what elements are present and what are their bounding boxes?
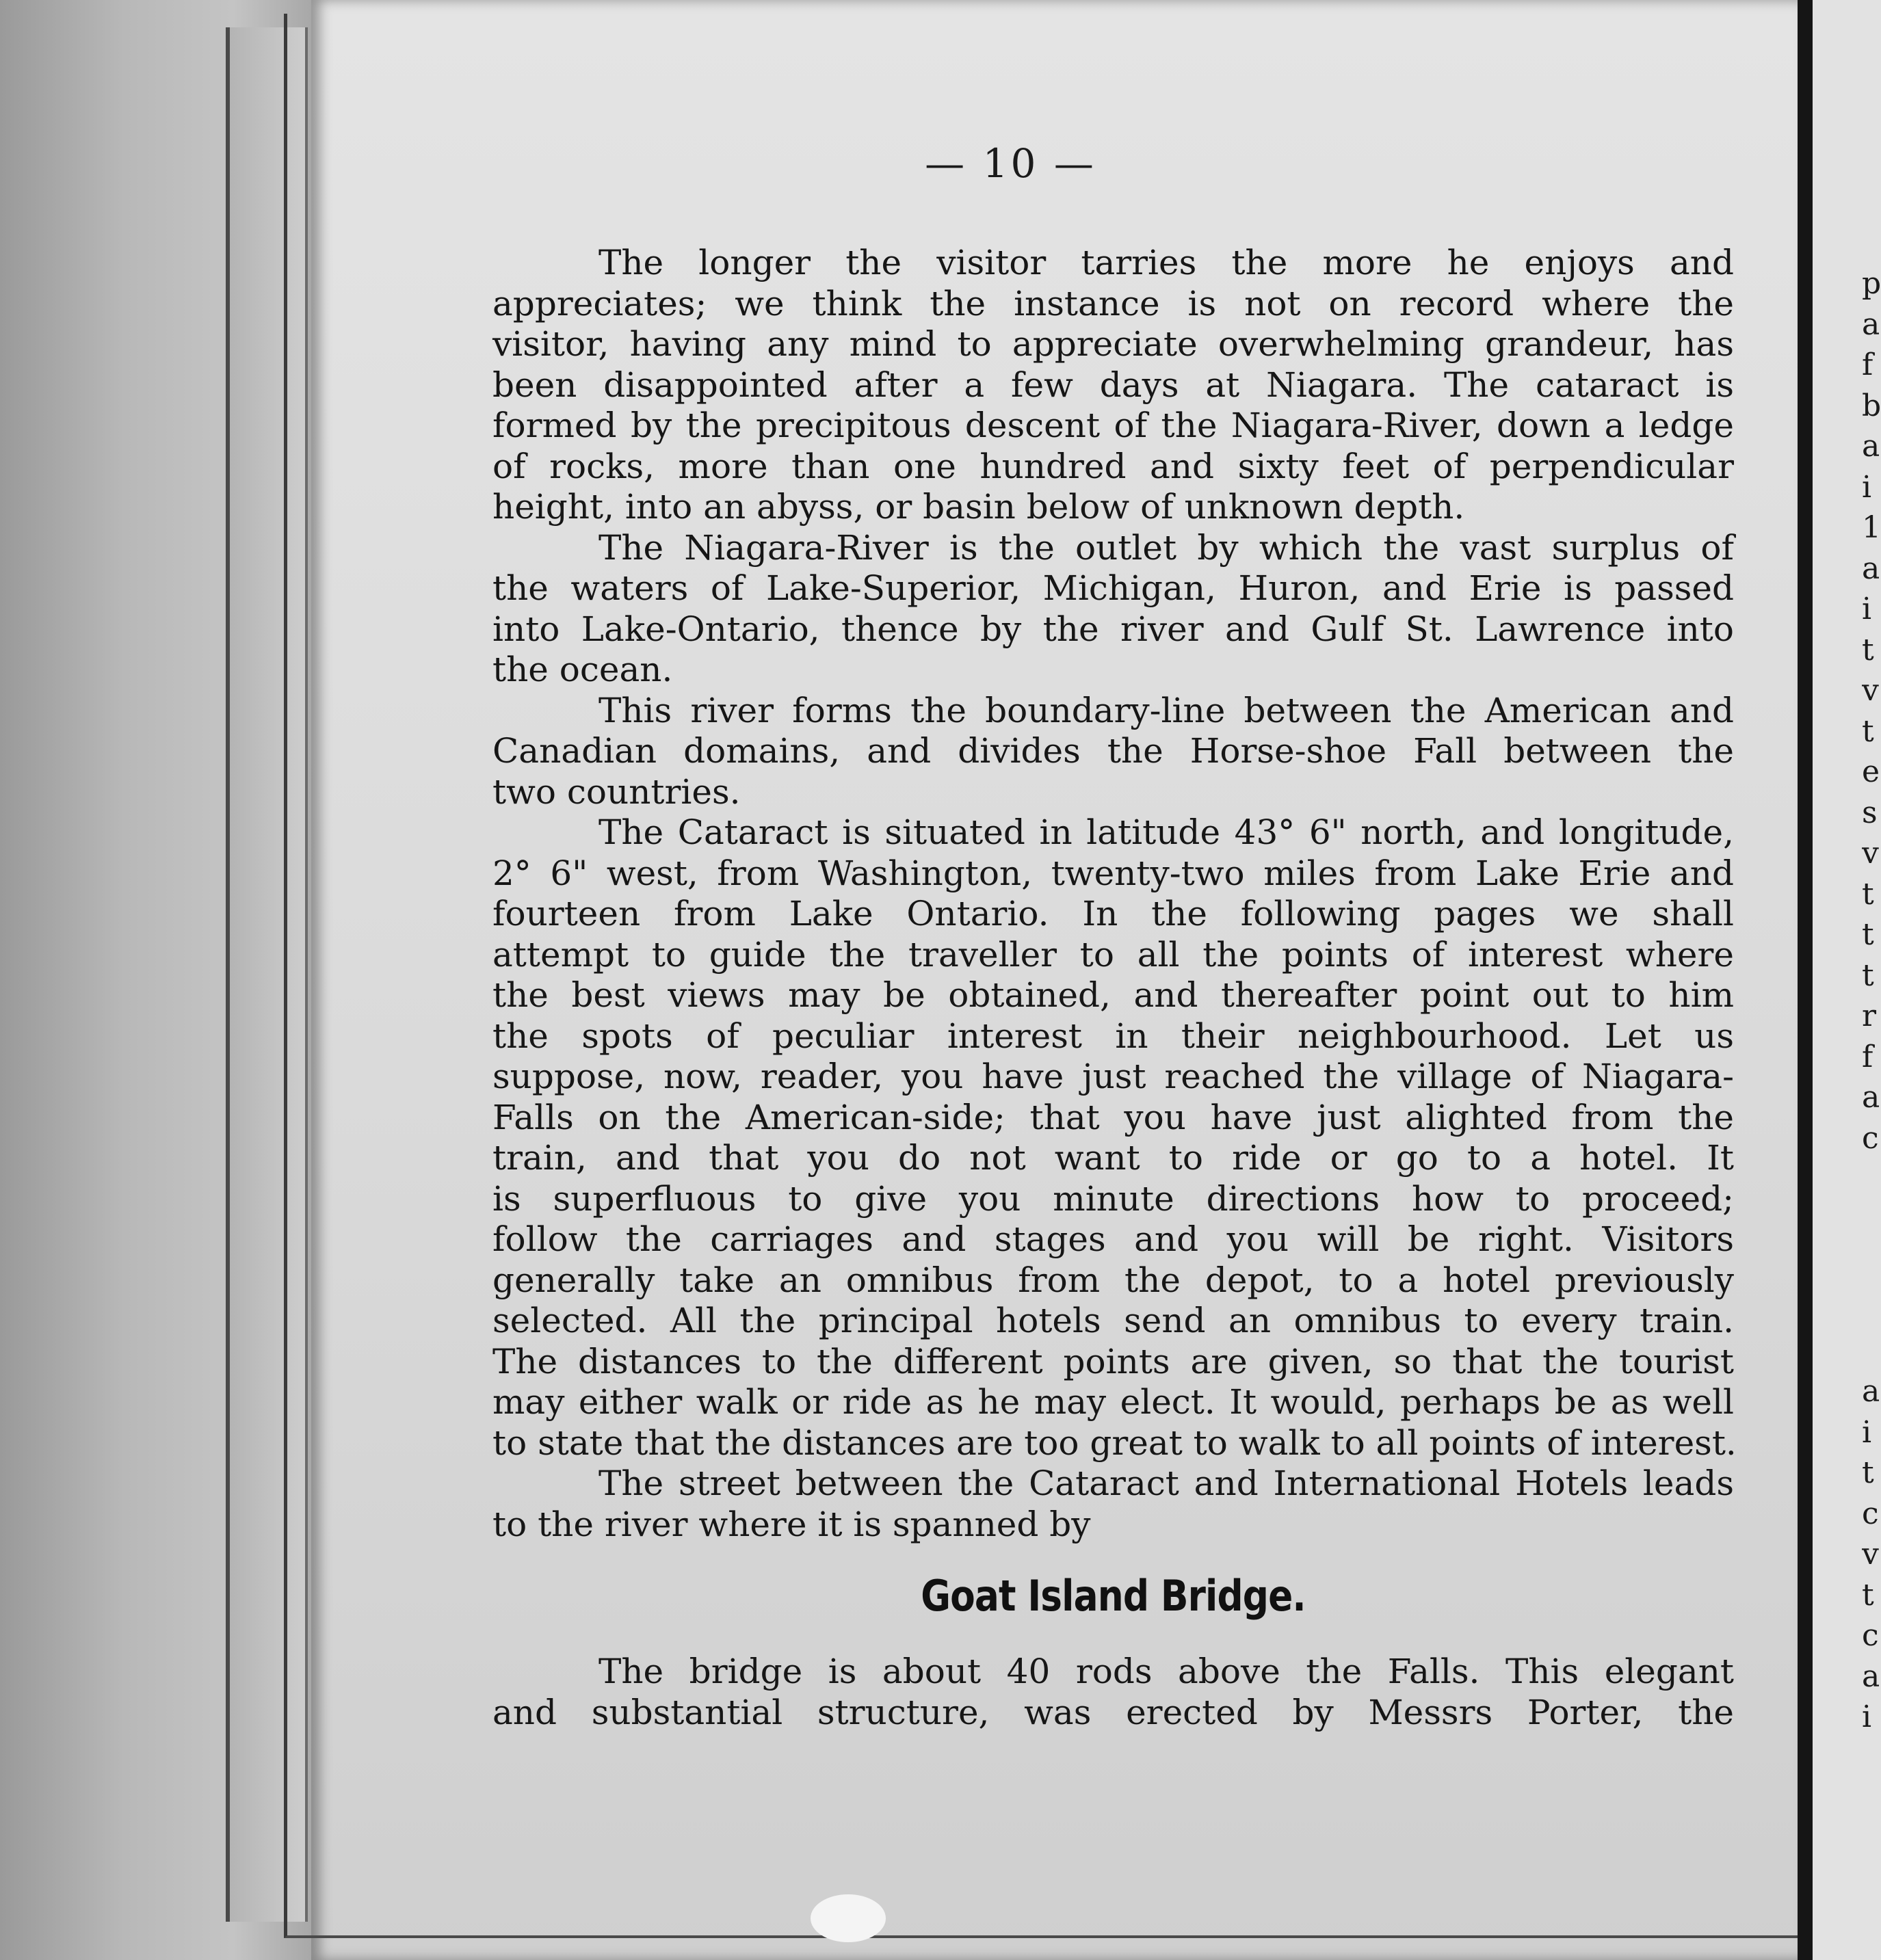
next-page-letter: t <box>1862 1455 1874 1490</box>
next-page-letter: e <box>1862 754 1880 789</box>
next-page-letters-top <box>1862 263 1881 1158</box>
text-line: into Lake-Ontario, thence by the river and Gulf St. Lawrence into <box>492 609 1734 649</box>
page-number: — 10 — <box>925 140 1096 187</box>
section-heading: Goat Island Bridge. <box>921 1571 1306 1621</box>
text-line: to state that the distances are too great to walk to all points of interest. <box>492 1422 1737 1463</box>
text-line: is superfluous to give you minute directions how to proceed; <box>492 1178 1734 1219</box>
next-page-letter: t <box>1862 957 1874 993</box>
text-line: to the river where it is spanned by <box>492 1504 1091 1544</box>
next-page-letter: t <box>1862 917 1874 952</box>
next-page-letter: a <box>1862 1658 1880 1694</box>
text-line: The Cataract is situated in latitude 43° 6" north, and longitude, <box>598 812 1734 852</box>
next-page-letter: i <box>1862 469 1872 505</box>
next-page-letter: a <box>1862 551 1880 586</box>
next-page-letter: v <box>1862 1537 1879 1572</box>
next-page-letter: i <box>1862 592 1872 626</box>
text-line: The Niagara-River is the outlet by which the vast surplus of <box>598 527 1734 568</box>
body-text <box>492 243 1737 1545</box>
next-page-letter: v <box>1862 836 1879 871</box>
text-line: The bridge is about 40 rods above the Falls. This elegant <box>598 1652 1734 1691</box>
text-line: The distances to the different points are given, so that the tourist <box>492 1341 1734 1381</box>
text-line: follow the carriages and stages and you will be right. Visitors <box>492 1219 1734 1259</box>
next-page-letter: a <box>1862 1374 1880 1409</box>
next-page-letter: a <box>1862 429 1880 464</box>
text-line: the waters of Lake-Superior, Michigan, Huron, and Erie is passed <box>492 568 1734 608</box>
next-page-letter: t <box>1862 632 1874 667</box>
next-page-letter: i <box>1862 1414 1872 1450</box>
text-line: selected. All the principal hotels send an omnibus to every train. <box>492 1301 1734 1340</box>
next-page-letter: 1 <box>1862 510 1881 545</box>
next-page-letter: c <box>1862 1120 1879 1156</box>
text-line: height, into an abyss, or basin below of unknown depth. <box>492 487 1465 527</box>
text-line: fourteen from Lake Ontario. In the following pages we shall <box>492 894 1734 933</box>
next-page-letter: a <box>1862 1080 1880 1115</box>
text-line: Falls on the American-side; that you have just alighted from the <box>492 1097 1734 1137</box>
text-line: attempt to guide the traveller to all the points of interest where <box>492 934 1734 975</box>
text-line: the spots of peculiar interest in their neighbourhood. Let us <box>492 1016 1734 1056</box>
text-line: The longer the visitor tarries the more he enjoys and <box>598 243 1734 282</box>
text-line: the best views may be obtained, and thereafter point out to him <box>492 975 1734 1015</box>
text-line: the ocean. <box>492 650 673 689</box>
next-page-letter: i <box>1862 1699 1872 1734</box>
book-gutter <box>1798 0 1813 1960</box>
text-line: appreciates; we think the instance is not on record where the <box>492 283 1734 323</box>
text-line: two countries. <box>492 771 741 812</box>
text-line: Canadian domains, and divides the Horse-shoe Fall between the <box>492 731 1734 771</box>
previous-page-edge <box>226 27 308 1922</box>
paper-blemish <box>811 1894 886 1942</box>
text-line: and substantial structure, was erected by Messrs Porter, the <box>492 1692 1734 1732</box>
next-page-letter: f <box>1862 347 1873 382</box>
next-page-letter: s <box>1862 795 1878 830</box>
text-line: 2° 6" west, from Washington, twenty-two miles from Lake Erie and <box>492 853 1734 893</box>
next-page-letter: t <box>1862 1577 1874 1613</box>
text-line: generally take an omnibus from the depot, to a hotel previously <box>492 1260 1734 1300</box>
next-page-letter: t <box>1862 876 1874 912</box>
next-page-letter: b <box>1862 388 1881 423</box>
next-page-letter: a <box>1862 306 1880 342</box>
text-line: formed by the precipitous descent of the Niagara-River, down a ledge <box>492 406 1734 445</box>
next-page-letter: t <box>1862 713 1874 749</box>
next-page-letter: c <box>1862 1496 1879 1531</box>
next-page-letter: r <box>1862 998 1877 1033</box>
text-line: visitor, having any mind to appreciate overwhelming grandeur, has <box>492 324 1734 364</box>
next-page-letter: p <box>1862 266 1881 301</box>
text-line: of rocks, more than one hundred and sixty feet of perpendicular <box>492 446 1734 486</box>
text-line: This river forms the boundary-line between the American and <box>598 690 1734 730</box>
next-page-letter: v <box>1862 673 1879 708</box>
text-line: suppose, now, reader, you have just reached the village of Niagara- <box>492 1057 1734 1096</box>
next-page-letter: f <box>1862 1039 1873 1074</box>
body-text-continued <box>492 1652 1734 1733</box>
text-line: may either walk or ride as he may elect. It would, perhaps be as well <box>492 1382 1734 1422</box>
next-page-letters-bottom <box>1862 1371 1881 1738</box>
text-line: train, and that you do not want to ride or go to a hotel. It <box>492 1138 1734 1178</box>
text-line: The street between the Cataract and International Hotels leads <box>598 1464 1734 1503</box>
text-line: been disappointed after a few days at Niagara. The cataract is <box>492 365 1734 405</box>
next-page-letter: c <box>1862 1618 1879 1653</box>
